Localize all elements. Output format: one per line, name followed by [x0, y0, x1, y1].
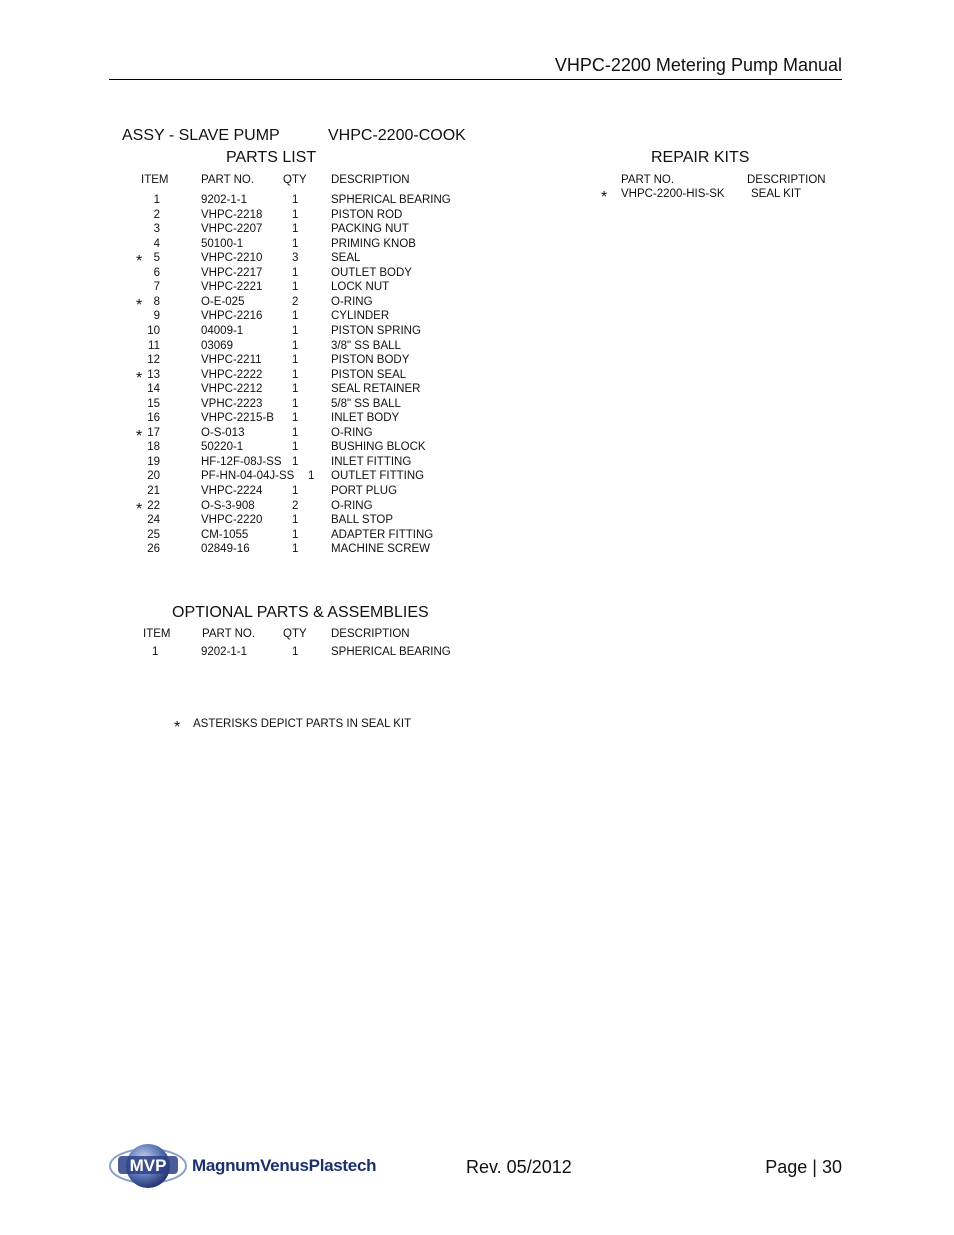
item-number: 8 — [153, 296, 160, 308]
part-description: PORT PLUG — [331, 485, 398, 497]
quantity: 1 — [292, 412, 299, 424]
item-number: 12 — [147, 354, 160, 366]
item-number: 25 — [147, 529, 160, 541]
part-number: O-S-013 — [201, 427, 245, 439]
item-number: 14 — [147, 383, 160, 395]
description-column-header: DESCRIPTION — [331, 174, 410, 186]
part-description: OUTLET FITTING — [331, 470, 425, 482]
part-number: O-S-3-908 — [201, 500, 255, 512]
kit-part-number: VHPC-2200-HIS-SK — [621, 188, 725, 200]
item-number: 16 — [147, 412, 160, 424]
part-number: VHPC-2211 — [201, 354, 262, 366]
quantity: 1 — [292, 369, 299, 381]
quantity: 1 — [292, 281, 299, 293]
quantity: 1 — [292, 456, 299, 468]
header-divider — [109, 79, 842, 80]
parts-list-heading: PARTS LIST — [226, 149, 317, 166]
item-number: 19 — [147, 456, 160, 468]
assembly-code: VHPC-2200-COOK — [328, 127, 466, 144]
item-number: 7 — [153, 281, 160, 293]
part-number: VHPC-2220 — [201, 514, 263, 526]
part-description: LOCK NUT — [331, 281, 390, 293]
quantity: 1 — [292, 543, 299, 555]
quantity: 1 — [292, 529, 299, 541]
quantity: 1 — [292, 514, 299, 526]
part-description: O-RING — [331, 427, 373, 439]
quantity: 1 — [292, 238, 299, 250]
part-number: VHPC-2222 — [201, 369, 263, 381]
part-description: 3/8" SS BALL — [331, 340, 401, 352]
part-description: BALL STOP — [331, 514, 394, 526]
quantity: 1 — [292, 485, 299, 497]
part-description: PACKING NUT — [331, 223, 409, 235]
seal-kit-asterisk: * — [601, 189, 608, 206]
part-description: PISTON SPRING — [331, 325, 421, 337]
part-description: PRIMING KNOB — [331, 238, 416, 250]
repair-kits-heading: REPAIR KITS — [651, 149, 750, 166]
item-number: 11 — [148, 340, 160, 352]
quantity: 2 — [292, 296, 299, 308]
part-description: O-RING — [331, 500, 373, 512]
part-description: INLET FITTING — [331, 456, 412, 468]
part-number: VHPC-2217 — [201, 267, 263, 279]
part-number: 9202-1-1 — [201, 194, 248, 206]
item-number: 1 — [153, 194, 160, 206]
part-description: SEAL — [331, 252, 361, 264]
part-number: VHPC-2215-B — [201, 412, 274, 424]
part-number: PF-HN-04-04J-SS — [201, 470, 295, 482]
quantity: 1 — [292, 398, 299, 410]
item-number: 24 — [147, 514, 160, 526]
part-description: 5/8" SS BALL — [331, 398, 401, 410]
qty-column-header: QTY — [283, 628, 307, 640]
part-description: ADAPTER FITTING — [331, 529, 434, 541]
item-number: 3 — [153, 223, 160, 235]
quantity: 1 — [308, 470, 315, 482]
part-description: PISTON BODY — [331, 354, 410, 366]
manual-title: VHPC-2200 Metering Pump Manual — [554, 55, 842, 75]
part-number: 50100-1 — [201, 238, 244, 250]
part-number: VHPC-2212 — [201, 383, 263, 395]
item-number: 10 — [147, 325, 160, 337]
part-description: SPHERICAL BEARING — [331, 646, 451, 658]
item-number: 26 — [147, 543, 160, 555]
quantity: 1 — [292, 194, 299, 206]
item-number: 13 — [147, 369, 160, 381]
part-number: VHPC-2216 — [201, 310, 263, 322]
quantity: 1 — [292, 325, 299, 337]
part-number: VHPC-2224 — [201, 485, 263, 497]
part-number: 50220-1 — [201, 441, 244, 453]
quantity: 1 — [292, 441, 299, 453]
description-column-header: DESCRIPTION — [331, 628, 410, 640]
part-number: VHPC-2207 — [201, 223, 263, 235]
item-number: 4 — [153, 238, 160, 250]
note-asterisk: * — [174, 719, 181, 736]
part-description: SEAL RETAINER — [331, 383, 421, 395]
part-no-column-header: PART NO. — [201, 174, 255, 186]
qty-column-header: QTY — [283, 174, 307, 186]
item-column-header: ITEM — [143, 628, 171, 640]
part-number: VPHC-2223 — [201, 398, 263, 410]
part-number: 02849-16 — [201, 543, 250, 555]
item-number: 9 — [153, 310, 160, 322]
item-number: 21 — [147, 485, 160, 497]
part-description: SPHERICAL BEARING — [331, 194, 451, 206]
part-no-column-header: PART NO. — [202, 628, 256, 640]
item-number: 17 — [147, 427, 160, 439]
item-column-header: ITEM — [141, 174, 169, 186]
item-number: 20 — [147, 470, 160, 482]
quantity: 1 — [292, 340, 299, 352]
part-description: PISTON SEAL — [331, 369, 407, 381]
quantity: 2 — [292, 500, 299, 512]
quantity: 1 — [292, 427, 299, 439]
seal-kit-note: ASTERISKS DEPICT PARTS IN SEAL KIT — [193, 718, 412, 730]
quantity: 1 — [292, 383, 299, 395]
part-number: O-E-025 — [201, 296, 245, 308]
quantity: 1 — [292, 267, 299, 279]
part-number: 9202-1-1 — [201, 646, 248, 658]
seal-kit-asterisk: * — [136, 370, 143, 387]
item-number: 5 — [153, 252, 160, 264]
quantity: 1 — [292, 209, 299, 221]
company-name: MagnumVenusPlastech — [192, 1156, 377, 1175]
part-description: MACHINE SCREW — [331, 543, 431, 555]
part-description: PISTON ROD — [331, 209, 403, 221]
logo-initials: MVP — [129, 1156, 167, 1175]
optional-parts-heading: OPTIONAL PARTS & ASSEMBLIES — [172, 604, 429, 621]
seal-kit-asterisk: * — [136, 501, 143, 518]
kit-description: SEAL KIT — [751, 188, 802, 200]
item-number: 2 — [153, 209, 160, 221]
part-number: 03069 — [201, 340, 233, 352]
quantity: 1 — [292, 354, 299, 366]
item-number: 18 — [147, 441, 160, 453]
quantity: 1 — [292, 223, 299, 235]
part-description: OUTLET BODY — [331, 267, 412, 279]
part-description: CYLINDER — [331, 310, 390, 322]
part-description: O-RING — [331, 296, 373, 308]
quantity: 1 — [292, 310, 299, 322]
part-number: VHPC-2210 — [201, 252, 263, 264]
item-number: 15 — [147, 398, 160, 410]
part-number: VHPC-2218 — [201, 209, 263, 221]
item-number: 6 — [153, 267, 160, 279]
item-number: 1 — [152, 646, 159, 658]
seal-kit-asterisk: * — [136, 428, 143, 445]
quantity: 1 — [292, 646, 299, 658]
part-number: 04009-1 — [201, 325, 244, 337]
part-no-column-header: PART NO. — [621, 174, 675, 186]
part-number: HF-12F-08J-SS — [201, 456, 282, 468]
revision-date: Rev. 05/2012 — [466, 1157, 572, 1177]
part-number: CM-1055 — [201, 529, 249, 541]
part-description: BUSHING BLOCK — [331, 441, 426, 453]
item-number: 22 — [147, 500, 160, 512]
seal-kit-asterisk: * — [136, 297, 143, 314]
description-column-header: DESCRIPTION — [747, 174, 826, 186]
assembly-title: ASSY - SLAVE PUMP — [122, 127, 280, 144]
quantity: 3 — [292, 252, 299, 264]
part-description: INLET BODY — [331, 412, 400, 424]
part-number: VHPC-2221 — [201, 281, 263, 293]
page-number: Page | 30 — [765, 1157, 842, 1177]
seal-kit-asterisk: * — [136, 253, 143, 270]
